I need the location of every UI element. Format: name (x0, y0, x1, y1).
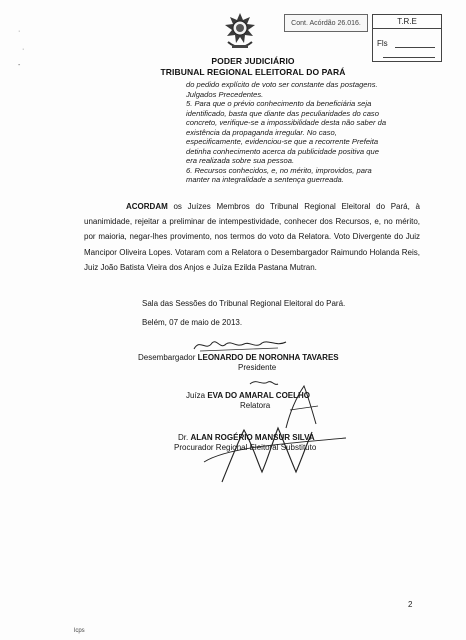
tre-stamp-fls-label: Fls (377, 39, 388, 48)
relatora-role: Relatora (240, 401, 271, 410)
stamp-text: Cont. Acórdão 26.016. (291, 19, 361, 27)
date-line: Belém, 07 de maio de 2013. (142, 318, 243, 327)
president-role: Presidente (238, 363, 277, 372)
ementa-line: especificamente, evidenciou-se que a recorrente Prefeita (186, 137, 379, 146)
acordam-lead: ACORDAM (126, 202, 168, 211)
protocol-stamp (284, 14, 368, 32)
relatora-signature-name: Juíza EVA DO AMARAL COELHO (186, 391, 311, 400)
ementa-line: 5. Para que o prévio conhecimento da beneficiária seja (186, 99, 372, 108)
procurador-role: Procurador Regional Eleitoral Substituto (174, 443, 317, 452)
ementa-line: identificado, basta que diante das peculiaridades do caso (186, 108, 379, 118)
page-number: 2 (408, 600, 413, 609)
ementa-line: existência da propaganda irregular. No caso, (186, 127, 337, 137)
session-room-line: Sala das Sessões do Tribunal Regional Eleitoral do Pará. (142, 299, 346, 308)
margin-mark: - (18, 62, 21, 69)
ementa-line: do pedido explícito de voto ser constante das postagens. (186, 80, 378, 89)
court-header-line1: PODER JUDICIÁRIO (211, 56, 295, 66)
ementa-line: era realizada sobre sua pessoa. (186, 156, 295, 165)
president-signature-name: Desembargador LEONARDO DE NORONHA TAVARES (138, 353, 339, 362)
ementa-line: concreto, verifique-se a impossibilidade desta não saber da (186, 118, 387, 127)
ementa-line: manter na integralidade a sentença guerreada. (186, 175, 344, 184)
coat-of-arms-icon (222, 12, 258, 52)
procurador-signature-name: Dr. ALAN ROGÉRIO MANSUR SILVA (178, 433, 315, 442)
margin-mark: · (22, 46, 25, 53)
margin-mark: · (18, 28, 21, 35)
ementa-block (186, 80, 418, 185)
acordam-text: os Juízes Membros do Tribunal Regional Eleitoral do Pará, à unanimidade, rejeitar a preliminar de intempestividade, conhecer dos Recursos, e, no mérito, por maioria, negar-lhes provimento, nos termos do voto da Relatora. Voto Divergente do Juiz Mancipor Oliveira Lopes. Votaram com a Relatora o Desembargador Raimundo Holanda Reis, Juiz João Batista Vieira dos Anjos e Juíza Ezilda Pastana Mutran. (84, 202, 420, 272)
ementa-line: 6. Recursos conhecidos, e, no mérito, improvidos, para (186, 165, 372, 175)
footer-initials: lcps (74, 628, 85, 634)
tre-page-stamp (372, 14, 442, 62)
ementa-line: Julgados Precedentes. (186, 89, 264, 99)
court-header-line2: TRIBUNAL REGIONAL ELEITORAL DO PARÁ (160, 67, 346, 77)
acordam-paragraph (84, 199, 420, 275)
tre-stamp-line (395, 47, 435, 48)
ementa-line: detinha conhecimento acerca da publicidade positiva que (186, 146, 379, 156)
tre-stamp-title: T.R.E (373, 15, 441, 29)
